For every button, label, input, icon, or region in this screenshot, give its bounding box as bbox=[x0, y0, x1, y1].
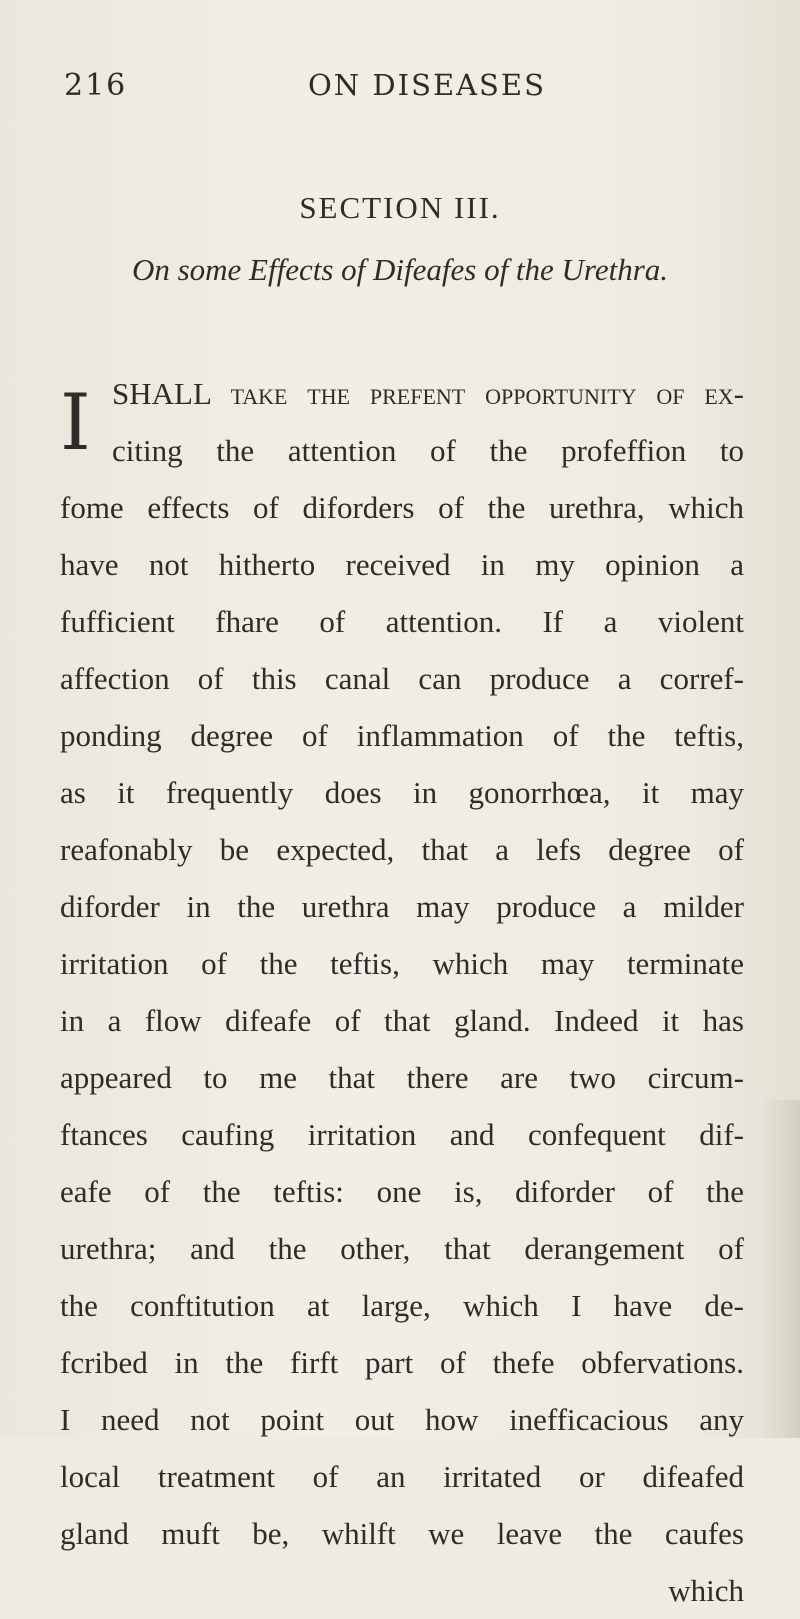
text-line: ponding degree of inflammation of the teftis, bbox=[60, 718, 744, 753]
page-number: 216 bbox=[64, 68, 128, 103]
text-line: urethra; and the other, that derangement of bbox=[60, 1231, 744, 1266]
page-edge-shadow bbox=[760, 1100, 800, 1438]
body-text bbox=[60, 479, 744, 1562]
catchword: which bbox=[668, 1573, 744, 1608]
text-line: ftances caufing irritation and confequent dif- bbox=[60, 1117, 744, 1152]
running-head: ON DISEASES bbox=[308, 68, 546, 102]
text-line: as it frequently does in gonorrhœa, it may bbox=[60, 775, 744, 810]
text-line: eafe of the teftis: one is, diforder of the bbox=[60, 1174, 744, 1209]
text-line: irritation of the teftis, which may terminate bbox=[60, 946, 744, 981]
text-line: diforder in the urethra may produce a milder bbox=[60, 889, 744, 924]
text-line: the conftitution at large, which I have de- bbox=[60, 1288, 744, 1323]
section-subtitle: On some Effects of Difeafes of the Urethra. bbox=[131, 252, 669, 287]
text-line: fome effects of diforders of the urethra, which bbox=[60, 490, 744, 525]
text-line: appeared to me that there are two circum- bbox=[60, 1060, 744, 1095]
text-line: fcribed in the firft part of thefe obfervations. bbox=[60, 1345, 744, 1380]
text-line: SHALL take the prefent opportunity of ex- bbox=[112, 376, 744, 411]
text-line: fufficient fhare of attention. If a violent bbox=[60, 604, 744, 639]
text-line: affection of this canal can produce a corref- bbox=[60, 661, 744, 696]
page-header bbox=[64, 68, 744, 108]
text-line: I need not point out how inefficacious any bbox=[60, 1402, 744, 1437]
text-line: have not hitherto received in my opinion a bbox=[60, 547, 744, 582]
opening-lines bbox=[112, 365, 744, 479]
section-title: SECTION III. bbox=[299, 190, 501, 225]
text-line: reafonably be expected, that a lefs degree of bbox=[60, 832, 744, 867]
text-line: in a flow difeafe of that gland. Indeed it has bbox=[60, 1003, 744, 1038]
drop-cap: I bbox=[60, 378, 91, 468]
text-line: gland muft be, whilft we leave the caufes bbox=[60, 1516, 744, 1551]
text-line: citing the attention of the profeffion to bbox=[112, 433, 744, 468]
text-line: local treatment of an irritated or difeafed bbox=[60, 1459, 744, 1494]
